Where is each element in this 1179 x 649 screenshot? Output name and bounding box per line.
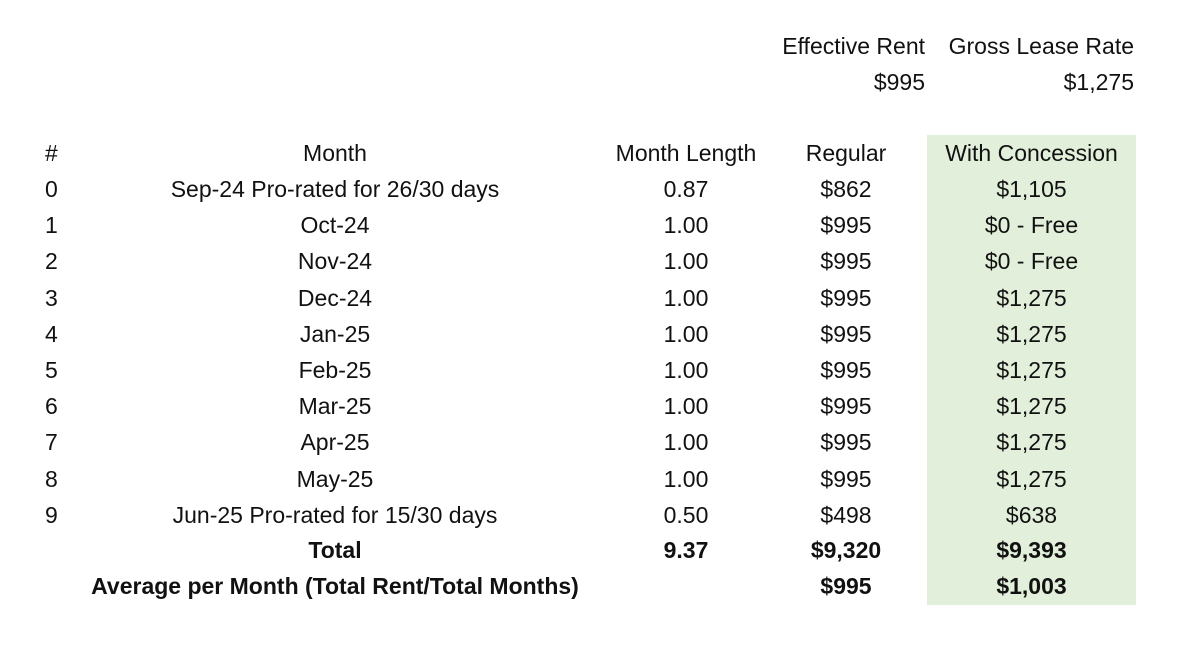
gross-lease-rate-value: $1,275 xyxy=(1063,69,1134,95)
row-with-concession: $1,105 xyxy=(996,176,1067,202)
row-month: Nov-24 xyxy=(297,248,373,274)
row-index: 5 xyxy=(45,357,58,383)
row-index: 6 xyxy=(45,393,58,419)
average-regular: $995 xyxy=(820,573,872,599)
row-regular: $995 xyxy=(820,248,872,274)
header-regular: Regular xyxy=(805,140,887,166)
row-month: Feb-25 xyxy=(298,357,372,383)
row-month-length: 0.87 xyxy=(663,176,709,202)
row-month-length: 1.00 xyxy=(663,466,709,492)
row-month-length: 1.00 xyxy=(663,285,709,311)
row-with-concession: $1,275 xyxy=(996,429,1067,455)
row-month: Mar-25 xyxy=(298,393,372,419)
row-month: Dec-24 xyxy=(297,285,373,311)
average-label: Average per Month (Total Rent/Total Months) xyxy=(91,573,579,599)
row-index: 4 xyxy=(45,321,58,347)
header-index: # xyxy=(45,140,58,166)
header-month: Month xyxy=(303,140,367,166)
row-regular: $995 xyxy=(820,357,872,383)
row-regular: $498 xyxy=(820,502,872,528)
header-with-concession: With Concession xyxy=(945,140,1118,166)
row-month: Apr-25 xyxy=(300,429,370,455)
header-month-length: Month Length xyxy=(615,140,757,166)
total-with-concession: $9,393 xyxy=(996,537,1067,563)
row-with-concession: $638 xyxy=(1005,502,1058,528)
row-with-concession: $1,275 xyxy=(996,321,1067,347)
row-month: Jun-25 Pro-rated for 15/30 days xyxy=(172,502,498,528)
row-month-length: 1.00 xyxy=(663,357,709,383)
row-with-concession: $0 - Free xyxy=(984,248,1079,274)
row-index: 0 xyxy=(45,176,58,202)
row-month-length: 1.00 xyxy=(663,429,709,455)
row-index: 3 xyxy=(45,285,58,311)
row-regular: $862 xyxy=(820,176,872,202)
gross-lease-rate-label: Gross Lease Rate xyxy=(948,33,1134,59)
total-regular: $9,320 xyxy=(810,537,882,563)
effective-rent-value: $995 xyxy=(873,69,925,95)
row-with-concession: $1,275 xyxy=(996,357,1067,383)
row-month: Sep-24 Pro-rated for 26/30 days xyxy=(170,176,500,202)
total-label: Total xyxy=(308,537,362,563)
total-month-length: 9.37 xyxy=(663,537,709,563)
row-index: 8 xyxy=(45,466,58,492)
row-month-length: 1.00 xyxy=(663,393,709,419)
row-with-concession: $0 - Free xyxy=(984,212,1079,238)
row-regular: $995 xyxy=(820,321,872,347)
row-month-length: 1.00 xyxy=(663,212,709,238)
average-with-concession: $1,003 xyxy=(996,573,1067,599)
row-with-concession: $1,275 xyxy=(996,393,1067,419)
row-regular: $995 xyxy=(820,212,872,238)
row-index: 7 xyxy=(45,429,58,455)
row-with-concession: $1,275 xyxy=(996,285,1067,311)
row-month: Jan-25 xyxy=(299,321,371,347)
row-index: 1 xyxy=(45,212,58,238)
row-month-length: 1.00 xyxy=(663,321,709,347)
row-regular: $995 xyxy=(820,466,872,492)
row-month: May-25 xyxy=(296,466,374,492)
row-index: 2 xyxy=(45,248,58,274)
row-with-concession: $1,275 xyxy=(996,466,1067,492)
row-month-length: 0.50 xyxy=(663,502,709,528)
row-regular: $995 xyxy=(820,429,872,455)
row-regular: $995 xyxy=(820,285,872,311)
effective-rent-label: Effective Rent xyxy=(782,33,925,59)
row-month-length: 1.00 xyxy=(663,248,709,274)
row-month: Oct-24 xyxy=(300,212,370,238)
row-regular: $995 xyxy=(820,393,872,419)
row-index: 9 xyxy=(45,502,58,528)
